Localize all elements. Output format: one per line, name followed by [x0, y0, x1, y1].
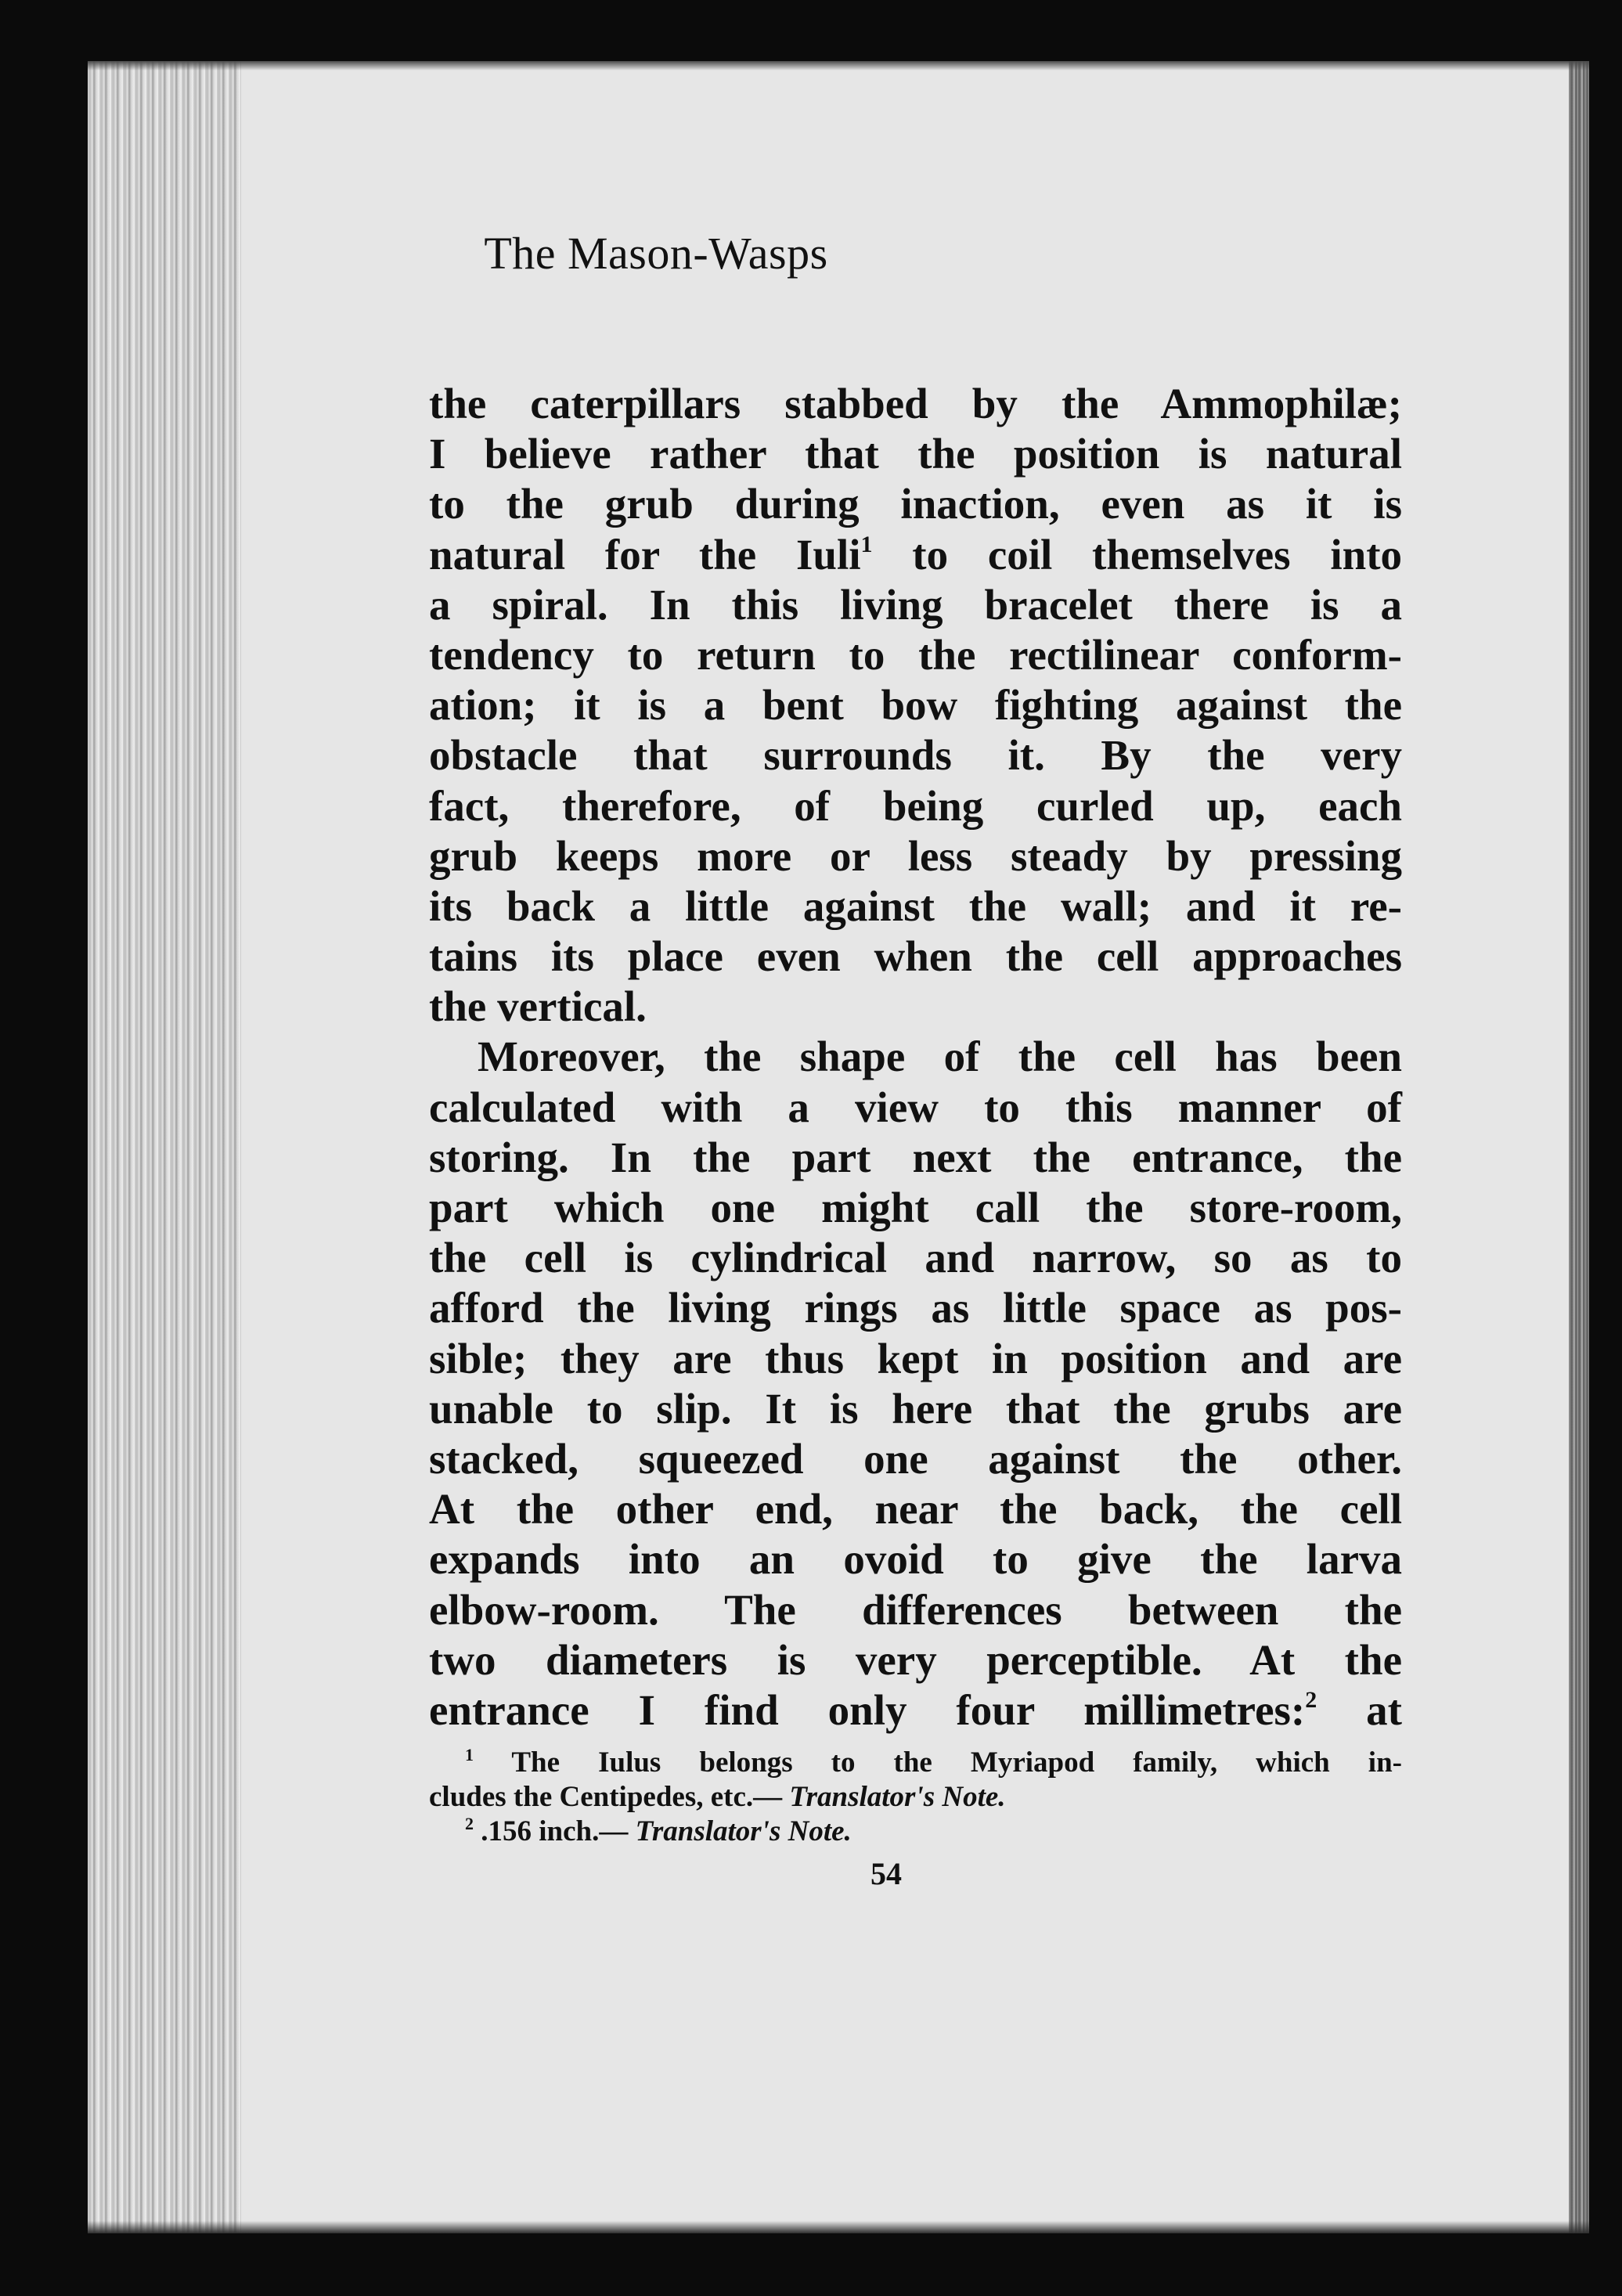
text-line: expands into an ovoid to give the larva — [429, 1535, 1402, 1584]
text-fragment: entrance I find only four millimetres: — [429, 1685, 1306, 1734]
text-line: Moreover, the shape of the cell has been — [478, 1033, 1402, 1081]
text-line: unable to slip. It is here that the grubs are — [429, 1384, 1402, 1433]
footnote-1-line-2 — [429, 1780, 1402, 1815]
text-line: the caterpillars stabbed by the Ammophilæ; — [429, 380, 1402, 427]
text-line: the vertical. — [429, 982, 647, 1031]
footnote-text: The Iulus belongs to the Myriapod family, which in- — [511, 1746, 1402, 1779]
text-line — [429, 1685, 1402, 1736]
text-line: to the grub during inaction, even as it is — [429, 480, 1402, 528]
text-line: part which one might call the store-room, — [429, 1184, 1402, 1231]
footnotes — [429, 1746, 1402, 1849]
running-head: The Mason-Wasps — [484, 228, 828, 279]
text-line: sible; they are thus kept in position and are — [429, 1334, 1402, 1382]
translator-note-label: Translator's Note. — [635, 1815, 852, 1847]
text-line: elbow-room. The differences between the — [429, 1585, 1402, 1634]
body-text — [429, 379, 1402, 1736]
text-line: storing. In the part next the entrance, the — [429, 1133, 1402, 1181]
text-line: calculated with a view to this manner of — [429, 1083, 1402, 1131]
text-line: a spiral. In this living bracelet there is a — [429, 580, 1402, 629]
footnote-text: cludes the Centipedes, etc.— — [429, 1781, 783, 1813]
text-line: stacked, squeezed one against the other. — [429, 1434, 1402, 1483]
text-line: the cell is cylindrical and narrow, so as to — [429, 1234, 1402, 1282]
bottom-shadow — [88, 2221, 1589, 2233]
footnote-marker: 2 — [1305, 1686, 1317, 1713]
text-fragment: at — [1366, 1685, 1402, 1734]
text-line: grub keeps more or less steady by pressing — [429, 831, 1402, 880]
text-line — [429, 530, 1402, 580]
page-number: 54 — [870, 1856, 902, 1891]
text-line: tains its place even when the cell approaches — [429, 932, 1402, 981]
text-line: its back a little against the wall; and it re- — [429, 881, 1402, 930]
top-shadow — [88, 61, 1589, 70]
footnote-text: .156 inch.— — [481, 1815, 629, 1847]
text-line: I believe rather that the position is natural — [429, 430, 1402, 478]
footnote-number: 1 — [465, 1745, 474, 1764]
text-line: fact, therefore, of being curled up, each — [429, 781, 1402, 830]
right-page-edge — [1569, 61, 1589, 2233]
text-line: obstacle that surrounds it. By the very — [429, 731, 1402, 780]
text-fragment: to coil themselves into — [912, 530, 1403, 579]
translator-note-label: Translator's Note. — [789, 1781, 1006, 1813]
page-edge-stack — [88, 61, 241, 2233]
text-line: tendency to return to the rectilinear conform- — [429, 630, 1402, 679]
footnote-number: 2 — [465, 1814, 474, 1833]
footnote-2 — [429, 1815, 1402, 1849]
footnote-marker: 1 — [860, 531, 873, 557]
text-line: At the other end, near the back, the cell — [429, 1485, 1402, 1534]
text-line: afford the living rings as little space as pos- — [429, 1284, 1402, 1332]
text-line: ation; it is a bent bow fighting against the — [429, 681, 1402, 730]
text-line: two diameters is very perceptible. At the — [429, 1635, 1402, 1684]
footnote-1-line-1 — [429, 1746, 1402, 1780]
text-fragment: natural for the Iuli — [429, 530, 861, 579]
